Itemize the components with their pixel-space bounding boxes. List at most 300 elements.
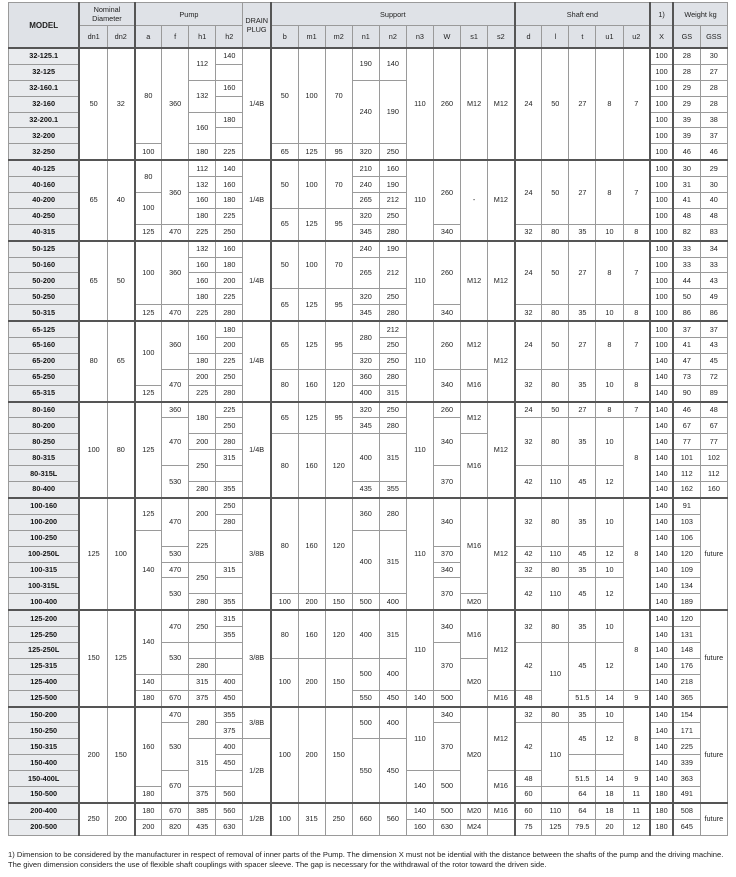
- cell-gs: 131: [673, 627, 700, 643]
- cell-f: 360: [162, 160, 189, 224]
- cell-n3: 140: [406, 690, 433, 706]
- cell-x: 140: [650, 402, 673, 418]
- cell-l: 80: [542, 224, 569, 240]
- model-header: MODEL: [9, 3, 80, 49]
- table-row: [9, 160, 728, 176]
- cell-dn1: 150: [79, 610, 107, 706]
- cell-h2: 315: [216, 562, 243, 578]
- cell-n1: 265: [352, 257, 379, 289]
- cell-n1: 190: [352, 48, 379, 80]
- table-row: [9, 321, 728, 337]
- cell-f: 670: [162, 803, 189, 819]
- cell-gs: 67: [673, 418, 700, 434]
- model-cell: 32-200.1: [9, 112, 80, 128]
- cell-x: 100: [650, 96, 673, 112]
- cell-n1: 210: [352, 160, 379, 176]
- header-row-columns: [9, 26, 728, 49]
- model-cell: 65-315: [9, 385, 80, 401]
- cell-w: 340: [433, 418, 460, 466]
- cell-b: 50: [271, 160, 298, 208]
- cell-h1: 180: [189, 353, 216, 369]
- cell-l: 80: [542, 498, 569, 546]
- cell-gss: future: [700, 803, 727, 835]
- model-cell: 150-400: [9, 755, 80, 771]
- column-header-h2: h2: [216, 26, 243, 49]
- cell-h2: 280: [216, 514, 243, 530]
- cell-u1: 12: [596, 466, 623, 498]
- cell-t: 35: [569, 610, 596, 642]
- cell-u1: 8: [596, 48, 623, 160]
- cell-d: 24: [515, 160, 542, 224]
- cell-gs: 645: [673, 819, 700, 835]
- cell-h1: 160: [189, 193, 216, 209]
- cell-dn2: 80: [107, 402, 134, 498]
- cell-x: 140: [650, 739, 673, 755]
- cell-h2: 355: [216, 707, 243, 723]
- cell-n1: 500: [352, 658, 379, 690]
- table-row: [9, 707, 728, 723]
- model-cell: 32-160: [9, 96, 80, 112]
- cell-h2: 280: [216, 385, 243, 401]
- cell-drain: 3/8B: [243, 610, 271, 706]
- cell-f: 470: [162, 369, 189, 401]
- weight-header: Weight kg: [673, 3, 727, 26]
- cell-gs: 90: [673, 385, 700, 401]
- cell-n2: 250: [379, 144, 406, 160]
- cell-n1: 345: [352, 224, 379, 240]
- cell-d: 48: [515, 771, 542, 787]
- cell-h2: 140: [216, 160, 243, 176]
- cell-gs: 508: [673, 803, 700, 819]
- cell-n3: 160: [406, 819, 433, 835]
- cell-w: 630: [433, 819, 460, 835]
- cell-h2: 200: [216, 273, 243, 289]
- cell-m2: 120: [325, 369, 352, 401]
- cell-w: 340: [433, 224, 460, 240]
- cell-gss: 34: [700, 241, 727, 257]
- cell-u1: 10: [596, 562, 623, 578]
- cell-x: 140: [650, 466, 673, 482]
- model-cell: 150-200: [9, 707, 80, 723]
- cell-m1: 200: [298, 594, 325, 610]
- cell-h2: 450: [216, 755, 243, 771]
- cell-t: 35: [569, 369, 596, 401]
- cell-w: 340: [433, 498, 460, 546]
- cell-u1: 8: [596, 402, 623, 418]
- cell-gs: 120: [673, 546, 700, 562]
- cell-s1: M12: [461, 241, 488, 321]
- model-cell: 200-500: [9, 819, 80, 835]
- cell-m2: 150: [325, 707, 352, 803]
- cell-n2: 450: [379, 739, 406, 803]
- cell-t: 35: [569, 562, 596, 578]
- cell-x: 100: [650, 80, 673, 96]
- cell-s2: M12: [488, 160, 515, 240]
- cell-h2: 280: [216, 434, 243, 450]
- cell-h2: 140: [216, 48, 243, 64]
- cell-d: 60: [515, 803, 542, 819]
- model-cell: 50-250: [9, 289, 80, 305]
- cell-s2: [488, 819, 515, 835]
- cell-gss: 40: [700, 193, 727, 209]
- cell-n1: 400: [352, 610, 379, 658]
- cell-n2: 560: [379, 803, 406, 835]
- cell-h1: 315: [189, 674, 216, 690]
- cell-u1: 12: [596, 723, 623, 755]
- cell-gs: 41: [673, 193, 700, 209]
- cell-x: 100: [650, 128, 673, 144]
- cell-gss: future: [700, 498, 727, 610]
- cell-d: 42: [515, 723, 542, 771]
- column-header-dn1: dn1: [79, 26, 107, 49]
- table-row: [9, 803, 728, 819]
- cell-gs: 31: [673, 177, 700, 193]
- cell-gs: 46: [673, 144, 700, 160]
- cell-f: 670: [162, 771, 189, 803]
- cell-gs: 29: [673, 80, 700, 96]
- cell-x: 100: [650, 208, 673, 224]
- cell-m1: 100: [298, 241, 325, 289]
- cell-m1: 200: [298, 707, 325, 803]
- cell-n1: 320: [352, 208, 379, 224]
- cell-m1: 160: [298, 610, 325, 658]
- cell-t: 27: [569, 160, 596, 224]
- cell-gss: 30: [700, 48, 727, 64]
- cell-n3: 110: [406, 160, 433, 240]
- cell-u2: 7: [623, 160, 650, 224]
- cell-n1: 360: [352, 498, 379, 530]
- cell-gs: 77: [673, 434, 700, 450]
- cell-n1: 265: [352, 193, 379, 209]
- cell-w: 370: [433, 578, 460, 610]
- header-row-groups: [9, 3, 728, 26]
- cell-x: 140: [650, 369, 673, 385]
- cell-h1: 160: [189, 273, 216, 289]
- column-header-w: W: [433, 26, 460, 49]
- cell-drain: 3/8B: [243, 707, 271, 739]
- cell-n1: 550: [352, 739, 379, 803]
- drain-plug-header: DRAIN PLUG: [243, 3, 271, 49]
- cell-gss: 28: [700, 96, 727, 112]
- model-cell: 100-250L: [9, 546, 80, 562]
- cell-f: 530: [162, 723, 189, 771]
- cell-w: 370: [433, 723, 460, 771]
- cell-w: 500: [433, 690, 460, 706]
- cell-s1: M20: [461, 803, 488, 819]
- cell-h1: 200: [189, 434, 216, 450]
- cell-n3: 110: [406, 610, 433, 690]
- cell-n1: 320: [352, 402, 379, 418]
- cell-f: 360: [162, 321, 189, 369]
- model-cell: 100-400: [9, 594, 80, 610]
- cell-s1: M16: [461, 369, 488, 401]
- cell-h2: 560: [216, 786, 243, 802]
- cell-s1: M20: [461, 658, 488, 706]
- pump-header: Pump: [135, 3, 243, 26]
- cell-x: 100: [650, 112, 673, 128]
- cell-f: 670: [162, 690, 189, 706]
- cell-x: 140: [650, 578, 673, 594]
- cell-f: 470: [162, 305, 189, 321]
- cell-x: 140: [650, 514, 673, 530]
- cell-x: 140: [650, 610, 673, 626]
- cell-gs: 48: [673, 208, 700, 224]
- model-cell: 125-400: [9, 674, 80, 690]
- cell-f: 470: [162, 224, 189, 240]
- cell-t: 27: [569, 321, 596, 369]
- cell-n1: 240: [352, 80, 379, 144]
- cell-x: 100: [650, 241, 673, 257]
- cell-w: 260: [433, 48, 460, 160]
- cell-m1: 125: [298, 402, 325, 434]
- cell-t: 51.5: [569, 771, 596, 787]
- model-cell: 50-315: [9, 305, 80, 321]
- model-cell: 40-160: [9, 177, 80, 193]
- cell-m1: 200: [298, 658, 325, 706]
- cell-n2: 280: [379, 305, 406, 321]
- cell-x: 140: [650, 642, 673, 658]
- cell-n2: 400: [379, 707, 406, 739]
- cell-d: 42: [515, 466, 542, 498]
- model-cell: 65-250: [9, 369, 80, 385]
- cell-x: 100: [650, 257, 673, 273]
- cell-h2: 225: [216, 289, 243, 305]
- cell-x: 100: [650, 273, 673, 289]
- cell-s2: M12: [488, 402, 515, 498]
- cell-t: 27: [569, 241, 596, 305]
- cell-s1: M20: [461, 707, 488, 803]
- cell-x: 140: [650, 562, 673, 578]
- cell-u2: 7: [623, 241, 650, 305]
- cell-gs: 28: [673, 48, 700, 64]
- cell-h2: 160: [216, 80, 243, 96]
- cell-dn2: 100: [107, 498, 134, 610]
- cell-u1: 8: [596, 321, 623, 369]
- cell-t: 27: [569, 48, 596, 160]
- cell-d: 32: [515, 707, 542, 723]
- cell-b: 65: [271, 321, 298, 369]
- model-cell: 65-125: [9, 321, 80, 337]
- table-body: [9, 48, 728, 835]
- cell-t: 45: [569, 642, 596, 690]
- cell-n1: 320: [352, 353, 379, 369]
- cell-n2: 315: [379, 434, 406, 482]
- footnote: 1) Dimension to be considered by the manufacturer in respect of removal of inner parts of the Pump. The dimension X must not be idential with the distance between the shafts of the pump and the driving machine. The given dimension considers the use of flexible shaft couplings with spacer sleeve. The gap is necessary for the withdrawal of the rotor toward the driven side.: [8, 850, 724, 869]
- cell-h2: [216, 658, 243, 674]
- cell-m2: 70: [325, 48, 352, 144]
- cell-x: 180: [650, 803, 673, 819]
- cell-b: 100: [271, 658, 298, 706]
- cell-n2: 280: [379, 418, 406, 434]
- model-cell: 125-315: [9, 658, 80, 674]
- column-header-t: t: [569, 26, 596, 49]
- cell-h2: 560: [216, 803, 243, 819]
- cell-n1: 500: [352, 594, 379, 610]
- cell-m2: 95: [325, 321, 352, 369]
- cell-h1: 180: [189, 144, 216, 160]
- cell-s2: M12: [488, 498, 515, 610]
- cell-b: 65: [271, 402, 298, 434]
- model-cell: 80-315: [9, 450, 80, 466]
- cell-gs: 112: [673, 466, 700, 482]
- cell-b: 65: [271, 144, 298, 160]
- cell-x: 140: [650, 723, 673, 739]
- cell-gs: 162: [673, 482, 700, 498]
- cell-dn1: 200: [79, 707, 107, 803]
- cell-gss: 29: [700, 160, 727, 176]
- cell-h1: 132: [189, 177, 216, 193]
- cell-t: 27: [569, 402, 596, 418]
- cell-n3: 110: [406, 48, 433, 160]
- cell-n3: 110: [406, 498, 433, 610]
- cell-f: 530: [162, 578, 189, 610]
- cell-h2: 250: [216, 369, 243, 385]
- cell-d: 32: [515, 224, 542, 240]
- cell-h1: 250: [189, 610, 216, 642]
- cell-gs: 176: [673, 658, 700, 674]
- cell-h2: [216, 578, 243, 594]
- cell-m2: 70: [325, 160, 352, 208]
- cell-h2: [216, 642, 243, 658]
- cell-s2: M12: [488, 48, 515, 160]
- cell-h2: 250: [216, 498, 243, 514]
- table-row: [9, 610, 728, 626]
- cell-m1: 160: [298, 498, 325, 594]
- cell-l: 50: [542, 321, 569, 369]
- cell-gs: 339: [673, 755, 700, 771]
- cell-w: 500: [433, 803, 460, 819]
- cell-l: 80: [542, 418, 569, 466]
- cell-h2: 225: [216, 402, 243, 418]
- cell-b: 100: [271, 803, 298, 835]
- cell-l: 80: [542, 305, 569, 321]
- cell-b: 65: [271, 289, 298, 321]
- model-cell: 80-160: [9, 402, 80, 418]
- cell-gss: 27: [700, 64, 727, 80]
- cell-n2: 355: [379, 482, 406, 498]
- cell-a: 125: [135, 498, 162, 530]
- cell-u1: 20: [596, 819, 623, 835]
- cell-h1: 315: [189, 739, 216, 787]
- cell-n1: 400: [352, 434, 379, 482]
- cell-l: 80: [542, 369, 569, 401]
- cell-m2: 95: [325, 289, 352, 321]
- cell-h2: [216, 128, 243, 144]
- cell-t: [569, 755, 596, 771]
- cell-h2: [216, 771, 243, 787]
- cell-s1: M12: [461, 402, 488, 434]
- cell-u1: 18: [596, 786, 623, 802]
- table-row: [9, 241, 728, 257]
- cell-m2: 150: [325, 594, 352, 610]
- cell-drain: 1/2B: [243, 739, 271, 803]
- cell-n2: 280: [379, 369, 406, 385]
- cell-h1: 385: [189, 803, 216, 819]
- cell-f: 470: [162, 610, 189, 642]
- cell-gss: future: [700, 707, 727, 803]
- cell-t: 35: [569, 418, 596, 466]
- cell-n1: 280: [352, 321, 379, 353]
- cell-a: 180: [135, 786, 162, 802]
- cell-gs: 37: [673, 321, 700, 337]
- cell-n2: 450: [379, 690, 406, 706]
- cell-gss: 67: [700, 418, 727, 434]
- cell-w: 340: [433, 305, 460, 321]
- cell-l: [542, 786, 569, 802]
- cell-l: 110: [542, 723, 569, 787]
- cell-w: 260: [433, 160, 460, 224]
- cell-h1: 250: [189, 562, 216, 594]
- cell-gss: 77: [700, 434, 727, 450]
- cell-gs: 109: [673, 562, 700, 578]
- cell-drain: 1/2B: [243, 803, 271, 835]
- cell-h1: 132: [189, 241, 216, 257]
- cell-x: 100: [650, 338, 673, 354]
- column-header-h1: h1: [189, 26, 216, 49]
- cell-h1: 200: [189, 498, 216, 530]
- cell-n2: 250: [379, 353, 406, 369]
- cell-h2: [216, 96, 243, 112]
- cell-x: 140: [650, 771, 673, 787]
- cell-x: 100: [650, 160, 673, 176]
- cell-u2: 8: [623, 498, 650, 610]
- cell-gss: 28: [700, 80, 727, 96]
- cell-gs: 50: [673, 289, 700, 305]
- cell-a: 100: [135, 321, 162, 385]
- cell-d: 32: [515, 418, 542, 466]
- cell-m1: 125: [298, 208, 325, 240]
- cell-u1: 10: [596, 498, 623, 546]
- model-cell: 65-200: [9, 353, 80, 369]
- cell-m1: 315: [298, 803, 325, 835]
- cell-h1: [189, 642, 216, 658]
- model-cell: 100-250: [9, 530, 80, 546]
- cell-d: 32: [515, 305, 542, 321]
- cell-h2: 160: [216, 177, 243, 193]
- cell-gs: 491: [673, 786, 700, 802]
- cell-h1: 250: [189, 450, 216, 482]
- cell-n2: 190: [379, 177, 406, 193]
- cell-drain: 1/4B: [243, 402, 271, 498]
- model-cell: 150-315: [9, 739, 80, 755]
- cell-h2: 225: [216, 144, 243, 160]
- model-cell: 150-400L: [9, 771, 80, 787]
- shaft-end-header: Shaft end: [515, 3, 650, 26]
- cell-a: 125: [135, 402, 162, 498]
- cell-w: 340: [433, 707, 460, 723]
- cell-w: 370: [433, 466, 460, 498]
- cell-h1: 160: [189, 257, 216, 273]
- model-cell: 150-500: [9, 786, 80, 802]
- cell-s1: M20: [461, 594, 488, 610]
- model-cell: 125-250L: [9, 642, 80, 658]
- cell-n2: 280: [379, 498, 406, 530]
- cell-gs: 101: [673, 450, 700, 466]
- cell-n2: 190: [379, 241, 406, 257]
- cell-t: 45: [569, 546, 596, 562]
- cell-n1: 360: [352, 369, 379, 385]
- cell-dn1: 65: [79, 241, 107, 321]
- cell-dn2: 65: [107, 321, 134, 401]
- cell-h1: 112: [189, 160, 216, 176]
- cell-drain: 1/4B: [243, 241, 271, 321]
- cell-h2: 355: [216, 482, 243, 498]
- model-cell: 50-160: [9, 257, 80, 273]
- cell-n2: 315: [379, 385, 406, 401]
- cell-m1: 160: [298, 369, 325, 401]
- cell-m1: 100: [298, 48, 325, 144]
- cell-u1: 12: [596, 546, 623, 562]
